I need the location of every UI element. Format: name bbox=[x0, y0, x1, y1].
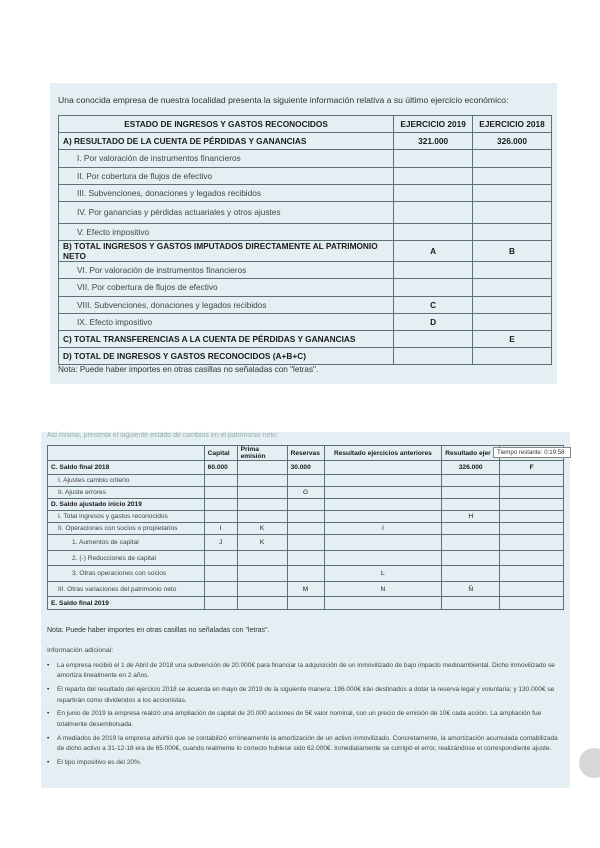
cell bbox=[237, 487, 287, 499]
cell bbox=[324, 461, 442, 475]
cell bbox=[324, 475, 442, 487]
table-note: Nota: Puede haber importes en otras casillas no señaladas con "letras". bbox=[58, 365, 319, 374]
header-2018: EJERCICIO 2018 bbox=[473, 116, 552, 133]
cell bbox=[237, 566, 287, 582]
header-resultado-ejercicio: Resultado ejer bbox=[442, 446, 500, 461]
table-row bbox=[59, 184, 552, 201]
row-label: D) TOTAL DE INGRESOS Y GASTOS RECONOCIDOS (A+B+C) bbox=[59, 348, 394, 365]
table-note: Nota: Puede haber importes en otras casillas no señaladas con "letras". bbox=[47, 627, 270, 634]
table-row bbox=[48, 461, 564, 475]
header-concept: ESTADO DE INGRESOS Y GASTOS RECONOCIDOS bbox=[59, 116, 394, 133]
row-label: II. Por cobertura de flujos de efectivo bbox=[59, 167, 394, 184]
row-label: E. Saldo final 2019 bbox=[48, 597, 205, 609]
cell-2019 bbox=[394, 201, 473, 223]
table-row bbox=[59, 150, 552, 167]
cell: I bbox=[204, 523, 237, 535]
table-row bbox=[48, 499, 564, 511]
row-label: I. Por valoración de instrumentos financieros bbox=[59, 150, 394, 167]
cell bbox=[204, 581, 237, 597]
cell bbox=[324, 499, 442, 511]
list-item: • La empresa recibió el 1 de Abril de 2018 una subvención de 20.000€ para financiar la adquisición de un inmovilizado de bajo impacto medioambiental. Dicho inmovilizado se amortiza linealmente en 2 años. bbox=[47, 661, 565, 682]
table-row bbox=[59, 201, 552, 223]
cell bbox=[500, 511, 564, 523]
row-label: II. Operaciones con socios o propietarios bbox=[48, 523, 205, 535]
cell bbox=[287, 535, 324, 551]
cell-2019 bbox=[394, 330, 473, 347]
table-row bbox=[59, 279, 552, 296]
cell bbox=[500, 487, 564, 499]
cell: M bbox=[287, 581, 324, 597]
cell-2018 bbox=[473, 184, 552, 201]
cell-2018 bbox=[473, 262, 552, 279]
cell bbox=[237, 499, 287, 511]
table-row bbox=[59, 133, 552, 150]
cell: K bbox=[237, 535, 287, 551]
cell-2018: B bbox=[473, 241, 552, 262]
table-row bbox=[48, 475, 564, 487]
cell: Ñ bbox=[442, 581, 500, 597]
floating-scroll-button[interactable] bbox=[579, 748, 600, 778]
cell-2018 bbox=[473, 313, 552, 330]
cell: J bbox=[204, 535, 237, 551]
cell bbox=[204, 566, 237, 582]
row-label: C) TOTAL TRANSFERENCIAS A LA CUENTA DE PÉRDIDAS Y GANANCIAS bbox=[59, 330, 394, 347]
header-reservas: Reservas bbox=[287, 446, 324, 461]
cell bbox=[204, 475, 237, 487]
cell bbox=[237, 597, 287, 609]
intro-text: Una conocida empresa de nuestra localidad presenta la siguiente información relativa a su último ejercicio económico: bbox=[58, 95, 509, 105]
table-row bbox=[48, 597, 564, 609]
header-prima-emision: Prima emisión bbox=[237, 446, 287, 461]
list-item: • A mediados de 2019 la empresa advirtió que se contabilizó erróneamente la amortización de un activo inmovilizado. Concretamente, la amortización acumulada contabilizada de dicho activo a 31-12-18 era de 65.000€, cuando realmente lo correcto hubiese sido 62.000€. Inmediatamente se corrigió el error, realizándose el correspondiente ajuste. bbox=[47, 734, 565, 755]
cell bbox=[500, 597, 564, 609]
cell bbox=[204, 499, 237, 511]
cell-2019 bbox=[394, 279, 473, 296]
cell-2019 bbox=[394, 223, 473, 240]
cell bbox=[287, 597, 324, 609]
cell: I bbox=[324, 523, 442, 535]
header-2019: EJERCICIO 2019 bbox=[394, 116, 473, 133]
row-label: II. Ajuste errores bbox=[48, 487, 205, 499]
cell-2019: 321.000 bbox=[394, 133, 473, 150]
cell bbox=[324, 550, 442, 566]
row-label: VI. Por valoración de instrumentos financieros bbox=[59, 262, 394, 279]
cell-2018: 326.000 bbox=[473, 133, 552, 150]
cell bbox=[500, 523, 564, 535]
cell bbox=[442, 597, 500, 609]
table-row bbox=[48, 550, 564, 566]
table-row bbox=[59, 241, 552, 262]
cell: 30.000 bbox=[287, 461, 324, 475]
row-label: VIII. Subvenciones, donaciones y legados recibidos bbox=[59, 296, 394, 313]
cell bbox=[500, 475, 564, 487]
table-row bbox=[48, 535, 564, 551]
cell bbox=[204, 550, 237, 566]
cell bbox=[287, 499, 324, 511]
cell-2019 bbox=[394, 348, 473, 365]
cell bbox=[500, 581, 564, 597]
cell bbox=[500, 566, 564, 582]
cell-2019 bbox=[394, 150, 473, 167]
table-row bbox=[48, 523, 564, 535]
row-label: A) RESULTADO DE LA CUENTA DE PÉRDIDAS Y GANANCIAS bbox=[59, 133, 394, 150]
exercise-panel-income-statement bbox=[50, 83, 557, 384]
cell-2018 bbox=[473, 348, 552, 365]
header-capital: Capital bbox=[204, 446, 237, 461]
cell bbox=[237, 581, 287, 597]
exercise-panel-equity-changes bbox=[41, 432, 570, 788]
row-label: I. Ajustes cambio criterio bbox=[48, 475, 205, 487]
cell-2018 bbox=[473, 279, 552, 296]
cell bbox=[500, 550, 564, 566]
cell-2018 bbox=[473, 296, 552, 313]
list-item: • El tipo impositivo es del 20%. bbox=[47, 758, 565, 768]
cell-2018 bbox=[473, 201, 552, 223]
cell-2019 bbox=[394, 167, 473, 184]
cell bbox=[442, 535, 500, 551]
table-row bbox=[59, 296, 552, 313]
list-item: • El reparto del resultado del ejercicio 2018 se acuerda en mayo de 2019 de la siguiente manera: 196.000€ irán destinados a dotar la reserva legal y voluntaria; y 130.000€ se repartirán como dividendos a los accionistas. bbox=[47, 685, 565, 706]
cell bbox=[237, 511, 287, 523]
row-label: 2. (-) Reducciones de capital bbox=[48, 550, 205, 566]
additional-info-list bbox=[47, 661, 565, 772]
row-label: III. Otras variaciones del patrimonio neto bbox=[48, 581, 205, 597]
table-row bbox=[59, 262, 552, 279]
table-header-row bbox=[59, 116, 552, 133]
cell bbox=[442, 487, 500, 499]
table-header-row bbox=[48, 446, 564, 461]
cell bbox=[324, 511, 442, 523]
income-expense-table bbox=[58, 115, 552, 365]
cell bbox=[442, 566, 500, 582]
cell bbox=[500, 535, 564, 551]
cell bbox=[237, 461, 287, 475]
cell: F bbox=[500, 461, 564, 475]
cell bbox=[442, 523, 500, 535]
row-label: IV. Por ganancias y pérdidas actuariales y otros ajustes bbox=[59, 201, 394, 223]
cell: 60.000 bbox=[204, 461, 237, 475]
header-resultado-anteriores: Resultado ejercicios anteriores bbox=[324, 446, 442, 461]
table-row bbox=[48, 511, 564, 523]
cell-2018 bbox=[473, 223, 552, 240]
cell-2019: A bbox=[394, 241, 473, 262]
cell-2018 bbox=[473, 150, 552, 167]
equity-changes-table bbox=[47, 445, 564, 610]
row-label: D. Saldo ajustado inicio 2019 bbox=[48, 499, 205, 511]
cell-2019 bbox=[394, 184, 473, 201]
row-label: I. Total ingresos y gastos reconocidos bbox=[48, 511, 205, 523]
cell-2019 bbox=[394, 262, 473, 279]
table-row bbox=[59, 330, 552, 347]
row-label: 3. Otras operaciones con socios bbox=[48, 566, 205, 582]
cell: 326.000 bbox=[442, 461, 500, 475]
row-label: 1. Aumentos de capital bbox=[48, 535, 205, 551]
row-label: B) TOTAL INGRESOS Y GASTOS IMPUTADOS DIRECTAMENTE AL PATRIMONIO NETO bbox=[59, 241, 394, 262]
additional-info-title: Información adicional: bbox=[47, 647, 114, 654]
cell bbox=[287, 566, 324, 582]
table-row bbox=[59, 313, 552, 330]
row-label: V. Efecto impositivo bbox=[59, 223, 394, 240]
cell: H bbox=[442, 511, 500, 523]
cell bbox=[442, 499, 500, 511]
row-label: VII. Por cobertura de flujos de efectivo bbox=[59, 279, 394, 296]
cell bbox=[324, 535, 442, 551]
time-remaining-tooltip: Tiempo restante: 0:19:58 bbox=[493, 447, 571, 458]
table-row bbox=[48, 487, 564, 499]
table-row bbox=[59, 223, 552, 240]
cell bbox=[442, 550, 500, 566]
cell-2018 bbox=[473, 167, 552, 184]
table-row bbox=[48, 581, 564, 597]
cell bbox=[237, 550, 287, 566]
cell bbox=[324, 487, 442, 499]
row-label: III. Subvenciones, donaciones y legados recibidos bbox=[59, 184, 394, 201]
cell bbox=[442, 475, 500, 487]
cell bbox=[287, 523, 324, 535]
cell: L bbox=[324, 566, 442, 582]
row-label: IX. Efecto impositivo bbox=[59, 313, 394, 330]
cell bbox=[204, 597, 237, 609]
cell bbox=[204, 487, 237, 499]
header-empty bbox=[48, 446, 205, 461]
cell: K bbox=[237, 523, 287, 535]
cell bbox=[287, 550, 324, 566]
cell: N bbox=[324, 581, 442, 597]
list-item: • En junio de 2019 la empresa realizó una ampliación de capital de 20.000 acciones de 5€ valor nominal, con un precio de emisión de 10€ cada acción. La ampliación fue totalmente desembolsada. bbox=[47, 709, 565, 730]
cell bbox=[324, 597, 442, 609]
cell bbox=[237, 475, 287, 487]
cell bbox=[287, 475, 324, 487]
cell-2019: D bbox=[394, 313, 473, 330]
table-row bbox=[48, 566, 564, 582]
cell bbox=[287, 511, 324, 523]
cell bbox=[500, 499, 564, 511]
cell-2018: E bbox=[473, 330, 552, 347]
table-row bbox=[59, 348, 552, 365]
cell: G bbox=[287, 487, 324, 499]
table-row bbox=[59, 167, 552, 184]
cell bbox=[204, 511, 237, 523]
cell-2019: C bbox=[394, 296, 473, 313]
faded-intro-text: Así mismo, presenta el siguiente estado de cambios en el patrimonio neto: bbox=[47, 432, 279, 439]
row-label: C. Saldo final 2018 bbox=[48, 461, 205, 475]
